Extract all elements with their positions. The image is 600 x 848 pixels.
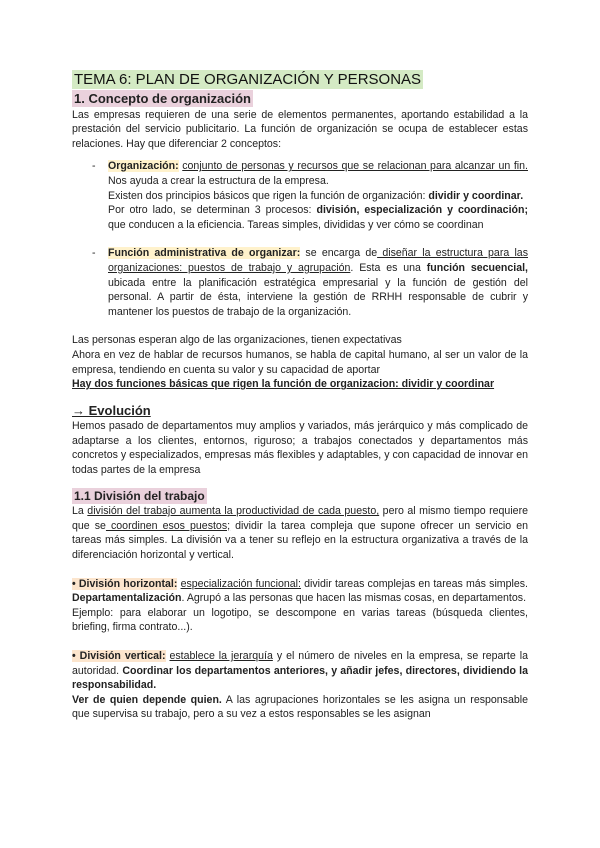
funcion-text-2: . Esta es una bbox=[350, 261, 427, 274]
principles-bold: dividir y coordinar. bbox=[428, 189, 524, 202]
term-division-horizontal: • División horizontal: bbox=[72, 577, 178, 590]
term-division-vertical: • División vertical: bbox=[72, 650, 166, 662]
division-horizontal-example: Ejemplo: para elaborar un logotipo, se descompone en varias tareas (búsqueda clientes, briefing, firma contrato...). bbox=[72, 606, 528, 634]
concept-list bbox=[72, 159, 528, 319]
processes-bold: división, especialización y coordinación; bbox=[316, 204, 528, 217]
principles-text: Existen dos principios básicos que rigen la función de organización: bbox=[108, 189, 429, 202]
basic-functions: Hay dos funciones básicas que rigen la función de organizacion: dividir y coordinar bbox=[72, 378, 495, 391]
funcion-text-3: ubicada entre la planificación estratégica empresarial y la función de gestión del personal. A partir de ésta, interviene la gestión de RRHH responsable de cubrir y mantener los puestos de trabajo de la organización. bbox=[108, 276, 528, 318]
funcion-text-1: se encarga de bbox=[300, 247, 378, 260]
division-horizontal: • División horizontal: especialización funcional: dividir tareas complejas en tareas más simples. Departamentalización. Agrupó a las personas que hacen las mismas cosas, en departamentos. bbox=[72, 577, 528, 605]
processes-text: Por otro lado, se determinan 3 procesos: bbox=[108, 204, 317, 217]
organizacion-definition: conjunto de personas y recursos que se relacionan para alcanzar un fin. bbox=[182, 160, 528, 173]
funcion-underlined: diseñar la estructura para las organizaciones: puestos de trabajo y agrupación bbox=[108, 247, 528, 274]
evolution-heading: → Evolución bbox=[72, 402, 151, 418]
evolution-text: Hemos pasado de departamentos muy amplios y variados, más jerárquico y más complicado de adaptarse a los clientes, entornos, riguroso; a trabajos conectados y departamentos más concretos y especializados, empresas más flexibles y adaptables, y con capacidad de innovar en todas partes de la empresa bbox=[72, 420, 528, 477]
list-item-funcion-administrativa bbox=[72, 246, 528, 319]
organizacion-definition-rest: Nos ayuda a crear la estructura de la empresa. bbox=[108, 174, 329, 187]
division-vertical: • División vertical: establece la jerarquía y el número de niveles en la empresa, se reparte la autoridad. Coordinar los departamentos anteriores, y añadir jefes, directores, dividiendo la responsabilidad. bbox=[72, 650, 528, 692]
page-title: TEMA 6: PLAN DE ORGANIZACIÓN Y PERSONAS bbox=[74, 71, 422, 88]
list-item-organizacion bbox=[72, 159, 528, 232]
funcion-secuencial: función secuencial, bbox=[426, 261, 528, 274]
term-funcion-administrativa: Función administrativa de organizar: bbox=[108, 247, 301, 260]
section-1-1-heading: 1.1 División del trabajo bbox=[74, 488, 205, 503]
division-trabajo-text: La división del trabajo aumenta la productividad de cada puesto, pero al mismo tiempo requiere que se coordinen esos puestos; dividir la tarea compleja que supone ofrecer un servicio en tareas más simples. La división va a tener su reflejo en la estructura organizativa a través de la diferenciación horizontal y vertical. bbox=[72, 505, 528, 562]
people-expectations: Las personas esperan algo de las organizaciones, tienen expectativas bbox=[72, 334, 402, 347]
processes-rest: que conducen a la eficiencia. Tareas simples, divididas y ver cómo se coordinan bbox=[108, 218, 484, 231]
term-organizacion: Organización: bbox=[108, 160, 179, 173]
division-vertical-2: Ver de quien depende quien. A las agrupaciones horizontales se les asigna un responsable que supervisa su trabajo, pero a su vez a estos responsables se les asignan bbox=[72, 693, 529, 721]
document-page bbox=[72, 70, 528, 722]
human-capital: Ahora en vez de hablar de recursos humanos, se habla de capital humano, al ser un valor de la empresa, tendiendo en cuenta su valor y su capacidad de aportar bbox=[72, 348, 528, 376]
section-1-heading: 1. Concepto de organización bbox=[74, 91, 251, 106]
section-1-intro: Las empresas requieren de una serie de elementos permanentes, aportando estabilidad a la prestación del servicio publicitario. La función de organización se ocupa de establecer estas relaciones. Hay que diferenciar 2 conceptos: bbox=[72, 108, 528, 150]
